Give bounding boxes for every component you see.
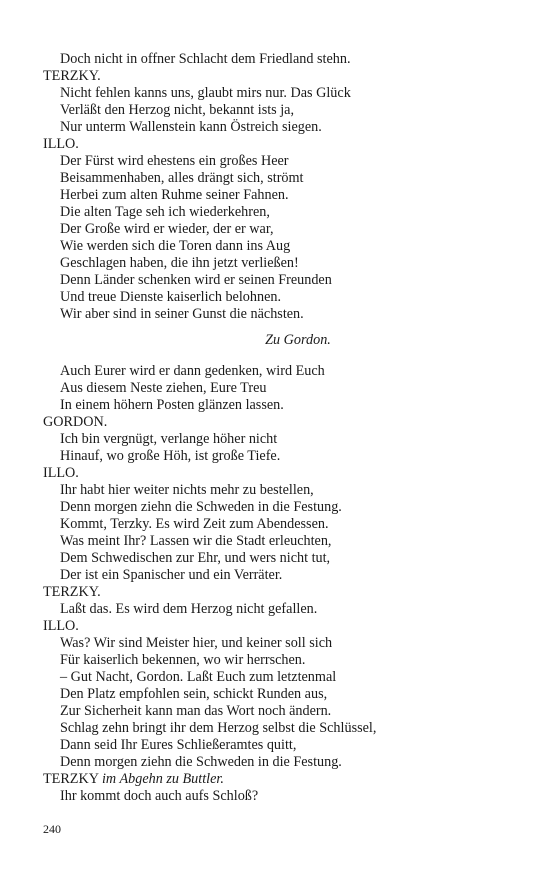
verse-line: Nur unterm Wallenstein kann Östreich siegen.	[60, 119, 322, 135]
verse-line: Was meint Ihr? Lassen wir die Stadt erleuchten,	[60, 533, 332, 549]
verse-line: Ich bin vergnügt, verlange höher nicht	[60, 431, 278, 447]
verse-line: In einem höhern Posten glänzen lassen.	[60, 397, 284, 413]
verse-line: Wie werden sich die Toren dann ins Aug	[60, 238, 291, 254]
verse-line: Aus diesem Neste ziehen, Eure Treu	[60, 380, 267, 396]
verse-line: Dem Schwedischen zur Ehr, und wers nicht tut,	[60, 550, 331, 566]
verse-line: Dann seid Ihr Eures Schließeramtes quitt,	[60, 737, 297, 753]
verse-line: Ihr habt hier weiter nichts mehr zu bestellen,	[60, 482, 314, 498]
verse-line: Ihr kommt doch auch aufs Schloß?	[60, 788, 259, 804]
verse-line: Der Große wird er wieder, der er war,	[60, 221, 274, 237]
verse-line: Wir aber sind in seiner Gunst die nächsten.	[60, 306, 304, 322]
speaker-name: ILLO.	[43, 465, 79, 481]
play-text	[43, 51, 523, 805]
verse-line: – Gut Nacht, Gordon. Laßt Euch zum letztenmal	[60, 669, 337, 685]
verse-line: Hinauf, wo große Höh, ist große Tiefe.	[60, 448, 281, 464]
verse-line: Verläßt den Herzog nicht, bekannt ists ja,	[60, 102, 295, 118]
verse-line: Der ist ein Spanischer und ein Verräter.	[60, 567, 283, 583]
verse-line: Laßt das. Es wird dem Herzog nicht gefallen.	[60, 601, 318, 617]
speaker-name: GORDON.	[43, 414, 108, 430]
speaker-direction: im Abgehn zu Buttler.	[101, 771, 224, 787]
verse-line: Denn morgen ziehn die Schweden in die Festung.	[60, 499, 342, 515]
verse-line: Denn Länder schenken wird er seinen Freunden	[60, 272, 332, 288]
verse-line: Denn morgen ziehn die Schweden in die Festung.	[60, 754, 342, 770]
verse-line: Nicht fehlen kanns uns, glaubt mirs nur. Das Glück	[60, 85, 351, 101]
speaker-name: TERZKY.	[43, 584, 101, 600]
verse-line: Zur Sicherheit kann man das Wort noch ändern.	[60, 703, 332, 719]
verse-line: Die alten Tage seh ich wiederkehren,	[60, 204, 270, 220]
speaker-name: ILLO.	[43, 136, 79, 152]
stage-direction: Zu Gordon.	[265, 332, 331, 348]
verse-line: Schlag zehn bringt ihr dem Herzog selbst die Schlüssel,	[60, 720, 377, 736]
dialogue-block-1	[43, 51, 523, 323]
dialogue-block-2	[43, 363, 523, 771]
speaker-name: TERZKY.	[43, 68, 101, 84]
speaker-label: TERZKY	[43, 771, 99, 787]
verse-line: Herbei zum alten Ruhme seiner Fahnen.	[60, 187, 289, 203]
verse-line: Und treue Dienste kaiserlich belohnen.	[60, 289, 282, 305]
speaker-name: ILLO.	[43, 618, 79, 634]
verse-line: Kommt, Terzky. Es wird Zeit zum Abendessen.	[60, 516, 329, 532]
page-number: 240	[43, 822, 61, 836]
verse-line: Der Fürst wird ehestens ein großes Heer	[60, 153, 289, 169]
verse-line: Beisammenhaben, alles drängt sich, strömt	[60, 170, 304, 186]
verse-line: Geschlagen haben, die ihn jetzt verließen!	[60, 255, 299, 271]
verse-line: Für kaiserlich bekennen, wo wir herrschen.	[60, 652, 306, 668]
verse-line: Den Platz empfohlen sein, schickt Runden aus,	[60, 686, 328, 702]
speaker-name	[43, 771, 523, 788]
verse-line: Auch Eurer wird er dann gedenken, wird Euch	[60, 363, 325, 379]
verse-line: Was? Wir sind Meister hier, und keiner soll sich	[60, 635, 333, 651]
verse-line: Doch nicht in offner Schlacht dem Friedland stehn.	[60, 51, 351, 67]
